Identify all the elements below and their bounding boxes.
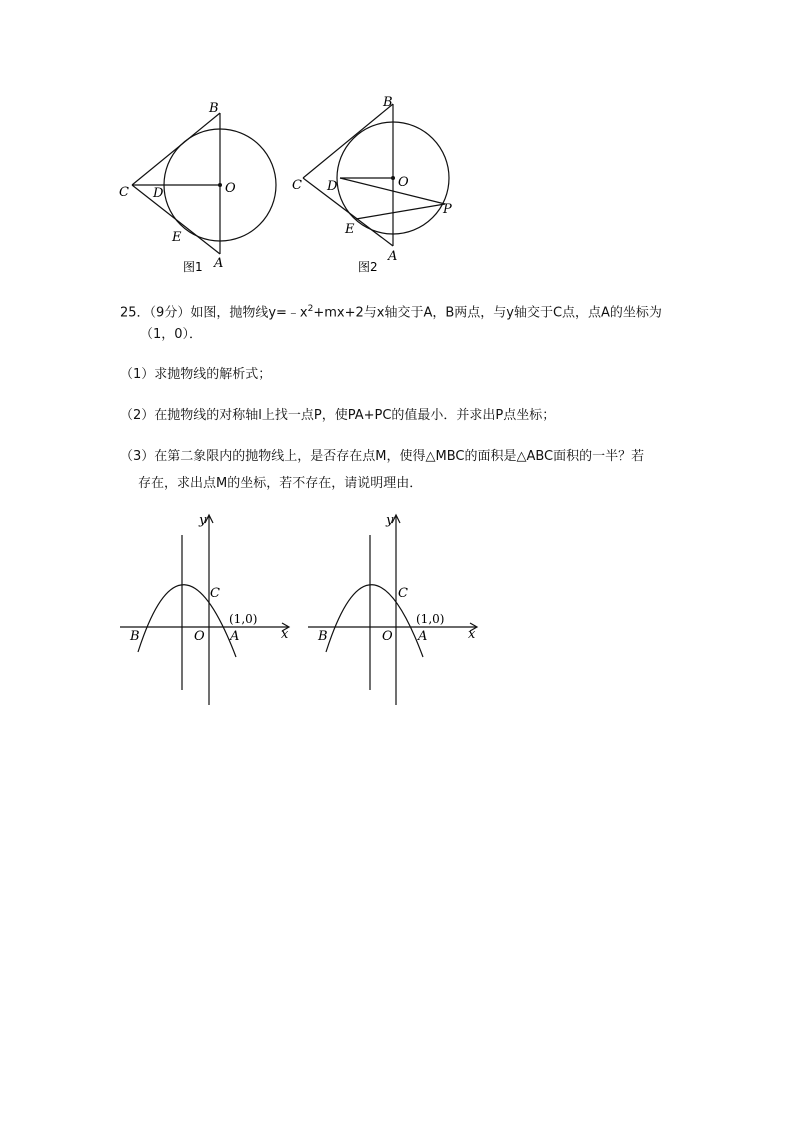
fig2-label-E: E: [345, 222, 355, 237]
graph-right: [303, 510, 488, 710]
right-parabola: [326, 585, 423, 657]
right-label-A: A: [418, 629, 428, 644]
left-parabola: [138, 585, 236, 657]
problem-stem-line2: （1，0）．: [140, 327, 203, 342]
right-label-a-coord: (1,0): [416, 612, 445, 626]
right-label-B: B: [318, 629, 328, 644]
left-label-O: O: [194, 629, 205, 644]
figure-1: [110, 95, 290, 280]
question-3-line1: （3）在第二象限内的抛物线上，是否存在点M，使得△MBC的面积是△ABC面积的一半？若: [120, 449, 645, 464]
fig1-label-E: E: [172, 230, 182, 245]
right-label-y: y: [386, 513, 394, 528]
fig2-label-D: D: [327, 179, 338, 194]
fig2-label-A: A: [388, 249, 398, 264]
fig2-line-CB: [303, 104, 393, 178]
fig1-label-O: O: [225, 181, 236, 196]
graph-left: [115, 510, 300, 710]
fig1-line-CB: [132, 113, 220, 185]
left-label-A: A: [230, 629, 240, 644]
question-1: （1）求抛物线的解析式；: [120, 367, 272, 382]
fig1-label-B: B: [209, 101, 219, 116]
fig1-label-A: A: [214, 256, 224, 271]
fig1-center-dot: [218, 183, 222, 187]
fig2-label-O: O: [398, 175, 409, 190]
fig2-caption: 图2: [358, 260, 378, 274]
fig2-label-B: B: [383, 95, 393, 110]
fig1-label-D: D: [153, 186, 164, 201]
left-label-B: B: [130, 629, 140, 644]
problem-intro-b: +mx+2与x轴交于A，B两点，与y轴交于C点，点A的坐标为: [313, 305, 662, 321]
problem-stem-line1: [120, 300, 662, 322]
problem-exponent: 2: [307, 304, 314, 314]
left-label-x: x: [281, 627, 289, 642]
question-2: （2）在抛物线的对称轴l上找一点P，使PA+PC的值最小．并求出P点坐标；: [120, 408, 556, 423]
figure-2: [285, 88, 470, 278]
fig2-center-dot: [391, 176, 395, 180]
right-label-O: O: [382, 629, 393, 644]
fig2-label-C: C: [292, 178, 302, 193]
fig1-label-C: C: [119, 185, 129, 200]
problem-number: 25．: [120, 305, 150, 321]
left-label-C: C: [210, 586, 220, 601]
fig2-line-EP: [356, 204, 445, 219]
fig2-label-P: P: [443, 202, 452, 217]
left-label-y: y: [199, 513, 207, 528]
problem-intro-a: 如图，抛物线y=﹣x: [190, 305, 308, 321]
problem-score: （9分）: [149, 305, 191, 321]
right-label-C: C: [398, 586, 408, 601]
question-3-line2: 存在，求出点M的坐标，若不存在，请说明理由．: [138, 476, 423, 491]
right-label-x: x: [468, 627, 476, 642]
fig1-caption: 图1: [183, 260, 203, 274]
left-label-a-coord: (1,0): [229, 612, 258, 626]
